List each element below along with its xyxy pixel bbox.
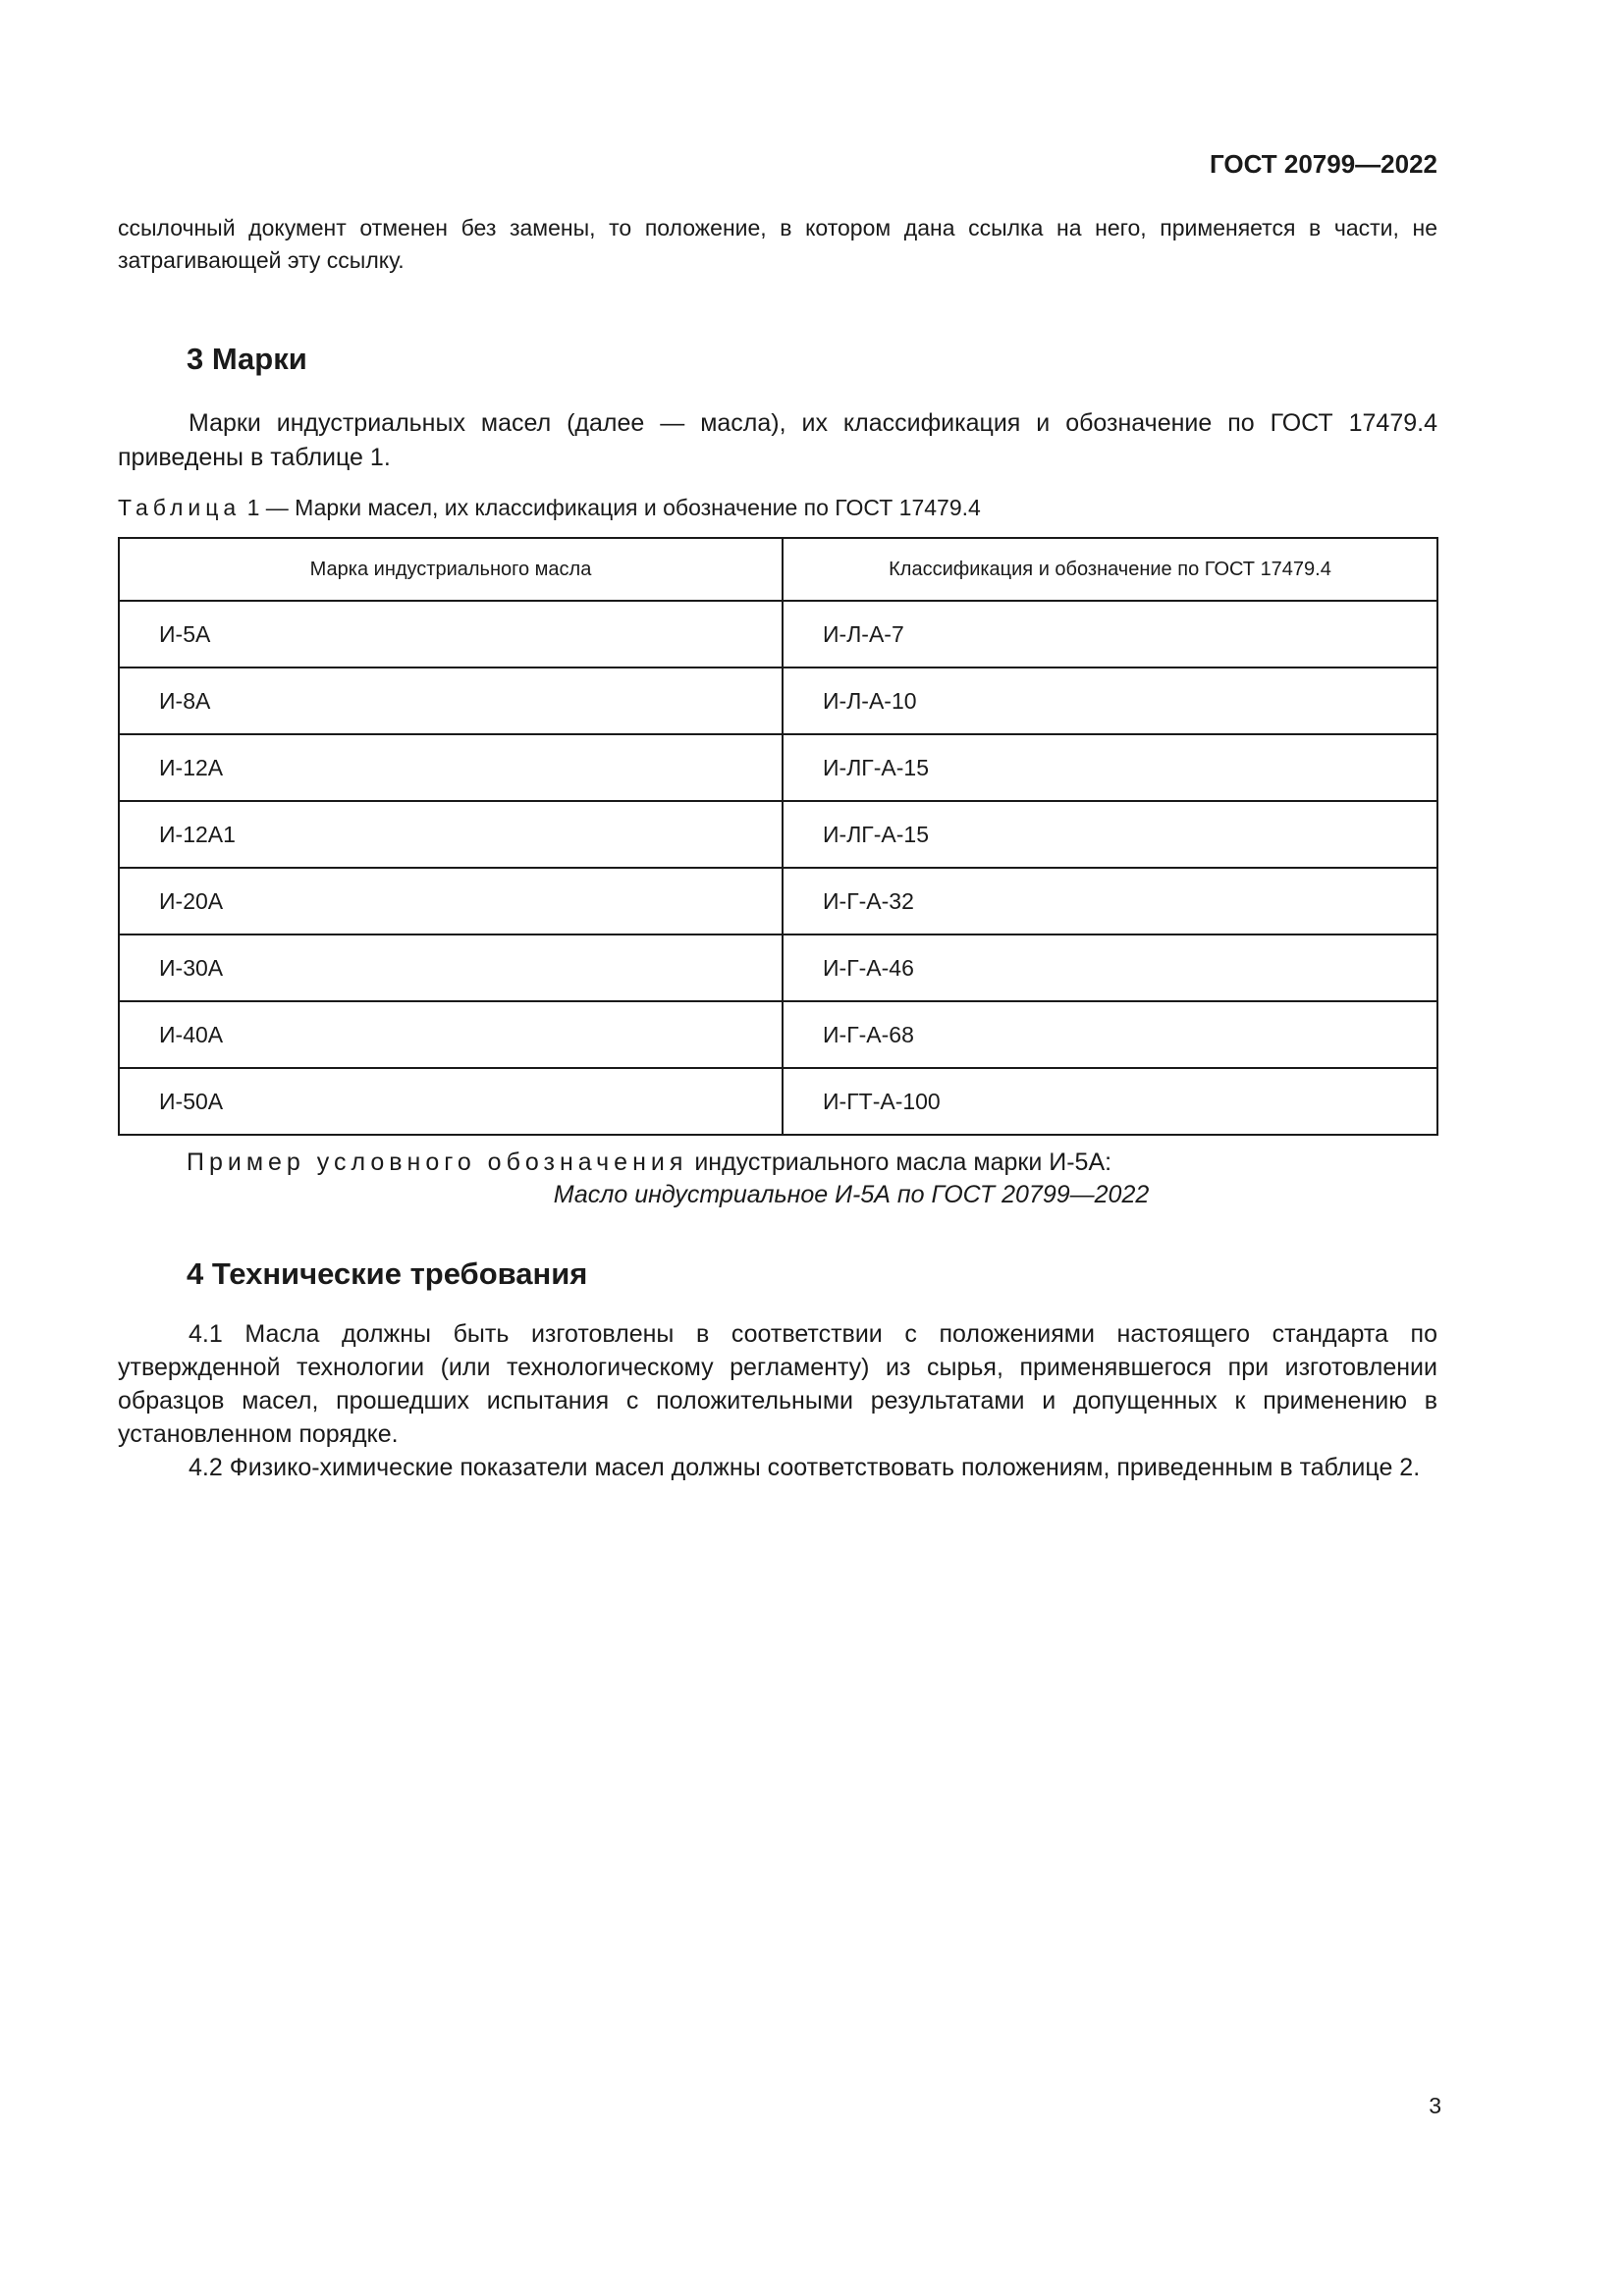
table-caption-text: 1 — Марки масел, их классификация и обозначение по ГОСТ 17479.4: [241, 495, 981, 520]
example-designation: [0, 1181, 1624, 1209]
section-4-title: 4 Технические требования: [187, 1256, 588, 1291]
table-row: [119, 734, 1437, 801]
example-label: Пример условного обозначения: [187, 1148, 688, 1176]
table-cell-brand: И-30А: [119, 934, 783, 1001]
section-3-paragraph: Марки индустриальных масел (далее — масла), их классификация и обозначение по ГОСТ 17479.4 приведены в таблице 1.: [118, 409, 1437, 471]
table-cell-brand: И-5А: [119, 601, 783, 667]
table-cell-brand: И-8А: [119, 667, 783, 734]
table-cell-classification: И-Г-А-68: [783, 1001, 1437, 1068]
section-3-title: 3 Марки: [187, 342, 307, 376]
table-row: [119, 801, 1437, 868]
table-header-cell: Классификация и обозначение по ГОСТ 17479.4: [783, 538, 1437, 601]
table-cell-classification: И-ЛГ-А-15: [783, 801, 1437, 868]
table-cell-classification: И-ЛГ-А-15: [783, 734, 1437, 801]
section-4-1-paragraph: 4.1 Масла должны быть изготовлены в соответствии с положениями настоящего стандарта по утвержденной технологии (или технологическому регламенту) из сырья, применявшегося при изготовлении образцов масел, прошедших испытания с положительными результатами и допущенных к применению в установленном порядке.: [118, 1320, 1437, 1448]
example-text: индустриального масла марки И-5А:: [687, 1148, 1112, 1176]
table-cell-brand: И-20А: [119, 868, 783, 934]
table-row: [119, 1068, 1437, 1135]
table-row: [119, 667, 1437, 734]
table-1-caption: [118, 495, 981, 521]
table-cell-brand: И-12А: [119, 734, 783, 801]
table-header-row: [119, 538, 1437, 601]
table-row: [119, 1001, 1437, 1068]
page-number: 3: [1429, 2093, 1441, 2118]
table-row: [119, 934, 1437, 1001]
table-cell-classification: И-Г-А-46: [783, 934, 1437, 1001]
table-cell-classification: И-Л-А-7: [783, 601, 1437, 667]
example-designation-text: Масло индустриальное И-5А по ГОСТ 20799—2022: [553, 1181, 1150, 1208]
table-row: [119, 601, 1437, 667]
document-code: ГОСТ 20799—2022: [1210, 149, 1437, 179]
table-1: [118, 537, 1438, 1136]
table-cell-classification: И-Г-А-32: [783, 868, 1437, 934]
table-cell-brand: И-12А1: [119, 801, 783, 868]
table-row: [119, 868, 1437, 934]
table-cell-brand: И-50А: [119, 1068, 783, 1135]
table-cell-classification: И-ГТ-А-100: [783, 1068, 1437, 1135]
table-cell-classification: И-Л-А-10: [783, 667, 1437, 734]
table-caption-label: Таблица: [118, 495, 242, 520]
section-4-2-paragraph: 4.2 Физико-химические показатели масел должны соответствовать положениям, приведенным в таблице 2.: [189, 1454, 1421, 1481]
example-line: [187, 1148, 1111, 1177]
table-cell-brand: И-40А: [119, 1001, 783, 1068]
intro-paragraph: ссылочный документ отменен без замены, то положение, в котором дана ссылка на него, применяется в части, не затрагивающей эту ссылку.: [118, 215, 1437, 273]
table-header-cell: Марка индустриального масла: [119, 538, 783, 601]
